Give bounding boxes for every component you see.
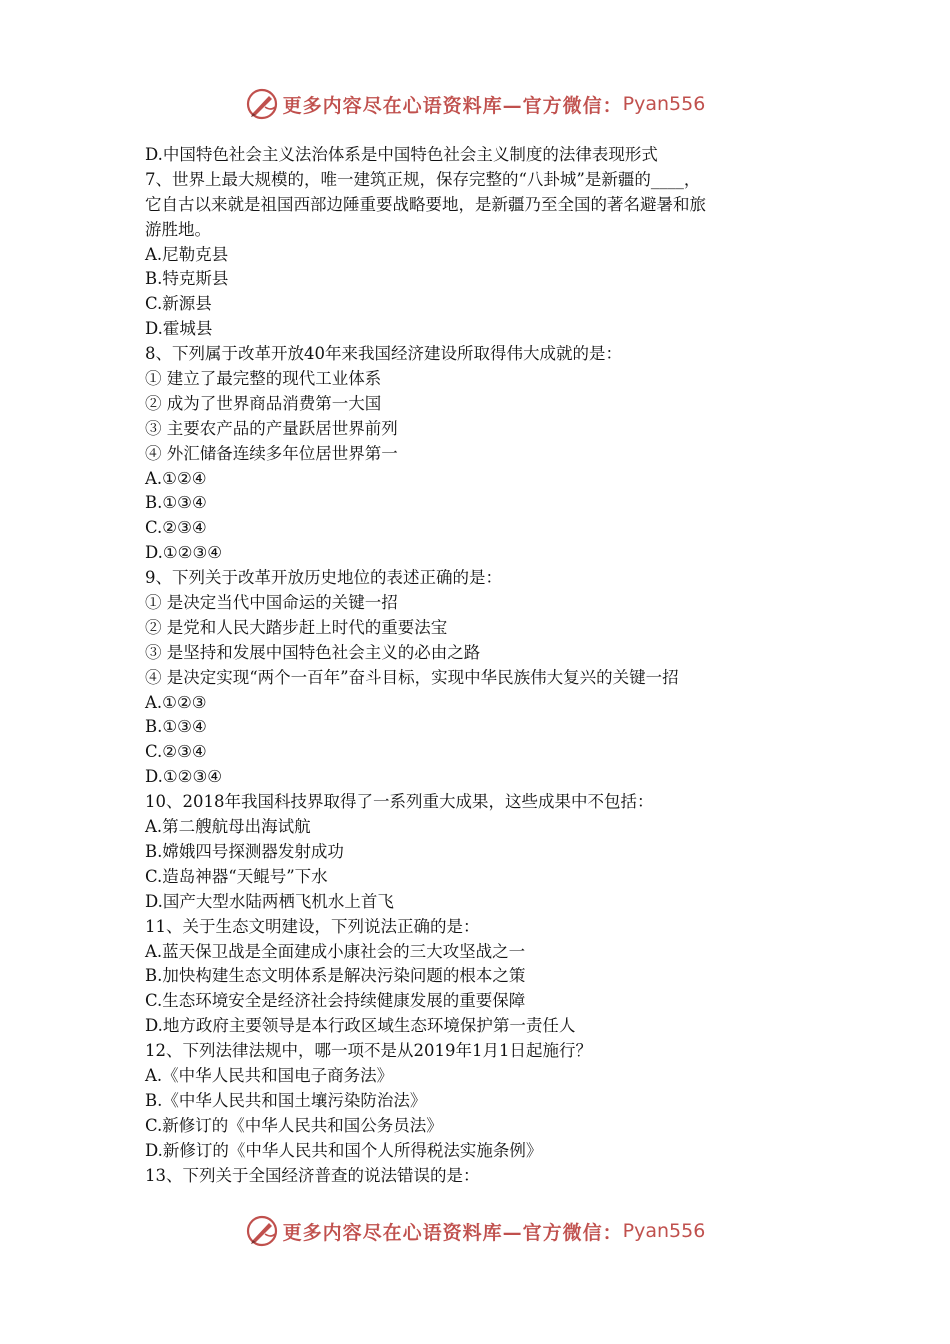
text-line: ② 是党和人民大踏步赶上时代的重要法宝 (145, 617, 448, 637)
text-line: B.①③④ (145, 717, 207, 737)
text-line: C.生态环境安全是经济社会持续健康发展的重要保障 (145, 991, 526, 1011)
text-line: 8、下列属于改革开放40年来我国经济建设所取得伟大成就的是： (145, 344, 622, 364)
text-line: D.国产大型水陆两栖飞机水上首飞 (145, 891, 394, 911)
text-line: B.《中华人民共和国土壤污染防治法》 (145, 1090, 427, 1110)
pen-logo-icon (245, 1214, 279, 1248)
text-line: B.①③④ (145, 493, 207, 513)
text-line: A.蓝天保卫战是全面建成小康社会的三大攻坚战之一 (145, 941, 526, 961)
text-line: ④ 是决定实现“两个一百年”奋斗目标，实现中华民族伟大复兴的关键一招 (145, 667, 679, 687)
text-line: D.中国特色社会主义法治体系是中国特色社会主义制度的法律表现形式 (145, 145, 658, 164)
text-line: A.第二艘航母出海试航 (145, 817, 311, 837)
text-line: 10、2018年我国科技界取得了一系列重大成果，这些成果中不包括： (145, 792, 654, 812)
watermark-wechat-id: Pyan556 (622, 93, 706, 115)
text-line: B.特克斯县 (145, 269, 229, 289)
text-line: ① 建立了最完整的现代工业体系 (145, 369, 382, 389)
text-line: C.②③④ (145, 518, 207, 538)
footer-watermark (0, 1211, 950, 1251)
text-line: ④ 外汇储备连续多年位居世界第一 (145, 443, 398, 463)
text-line: 11、关于生态文明建设，下列说法正确的是： (145, 916, 480, 936)
text-line: C.新源县 (145, 294, 212, 314)
text-line: 13、下列关于全国经济普查的说法错误的是： (145, 1165, 480, 1185)
watermark-text: 更多内容尽在心语资料库—官方微信： (282, 94, 623, 117)
text-line: ③ 是坚持和发展中国特色社会主义的必由之路 (145, 642, 481, 662)
text-line: B.嫦娥四号探测器发射成功 (145, 841, 344, 861)
text-line: ③ 主要农产品的产量跃居世界前列 (145, 418, 398, 438)
text-line: D.①②③④ (145, 543, 223, 563)
text-line: ① 是决定当代中国命运的关键一招 (145, 593, 398, 613)
document-body (145, 143, 815, 1188)
text-line: B.加快构建生态文明体系是解决污染问题的根本之策 (145, 966, 526, 986)
header-watermark (0, 84, 950, 124)
text-line: ② 成为了世界商品消费第一大国 (145, 393, 382, 413)
text-line: 它自古以来就是祖国西部边陲重要战略要地，是新疆乃至全国的著名避暑和旅 (145, 194, 706, 214)
text-line: A.①②④ (145, 468, 207, 488)
text-line: D.霍城县 (145, 319, 213, 339)
text-line: 游胜地。 (145, 219, 211, 239)
text-line: 12、下列法律法规中，哪一项不是从2019年1月1日起施行？ (145, 1041, 592, 1061)
text-line: A.尼勒克县 (145, 244, 229, 264)
text-line: C.新修订的《中华人民共和国公务员法》 (145, 1115, 443, 1135)
text-line: C.造岛神器“天鲲号”下水 (145, 866, 328, 886)
text-line: A.《中华人民共和国电子商务法》 (145, 1065, 394, 1085)
text-line: C.②③④ (145, 742, 207, 762)
watermark-wechat-id: Pyan556 (622, 1220, 706, 1242)
text-line: 7、世界上最大规模的，唯一建筑正规，保存完整的“八卦城”是新疆的____， (145, 169, 701, 189)
text-line: D.地方政府主要领导是本行政区域生态环境保护第一责任人 (145, 1016, 576, 1036)
text-line: 9、下列关于改革开放历史地位的表述正确的是： (145, 568, 502, 588)
text-line: D.①②③④ (145, 767, 223, 787)
text-line: A.①②③ (145, 692, 207, 712)
text-line: D.新修订的《中华人民共和国个人所得税法实施条例》 (145, 1140, 543, 1160)
pen-logo-icon (245, 87, 279, 121)
watermark-text: 更多内容尽在心语资料库—官方微信： (282, 1221, 623, 1244)
